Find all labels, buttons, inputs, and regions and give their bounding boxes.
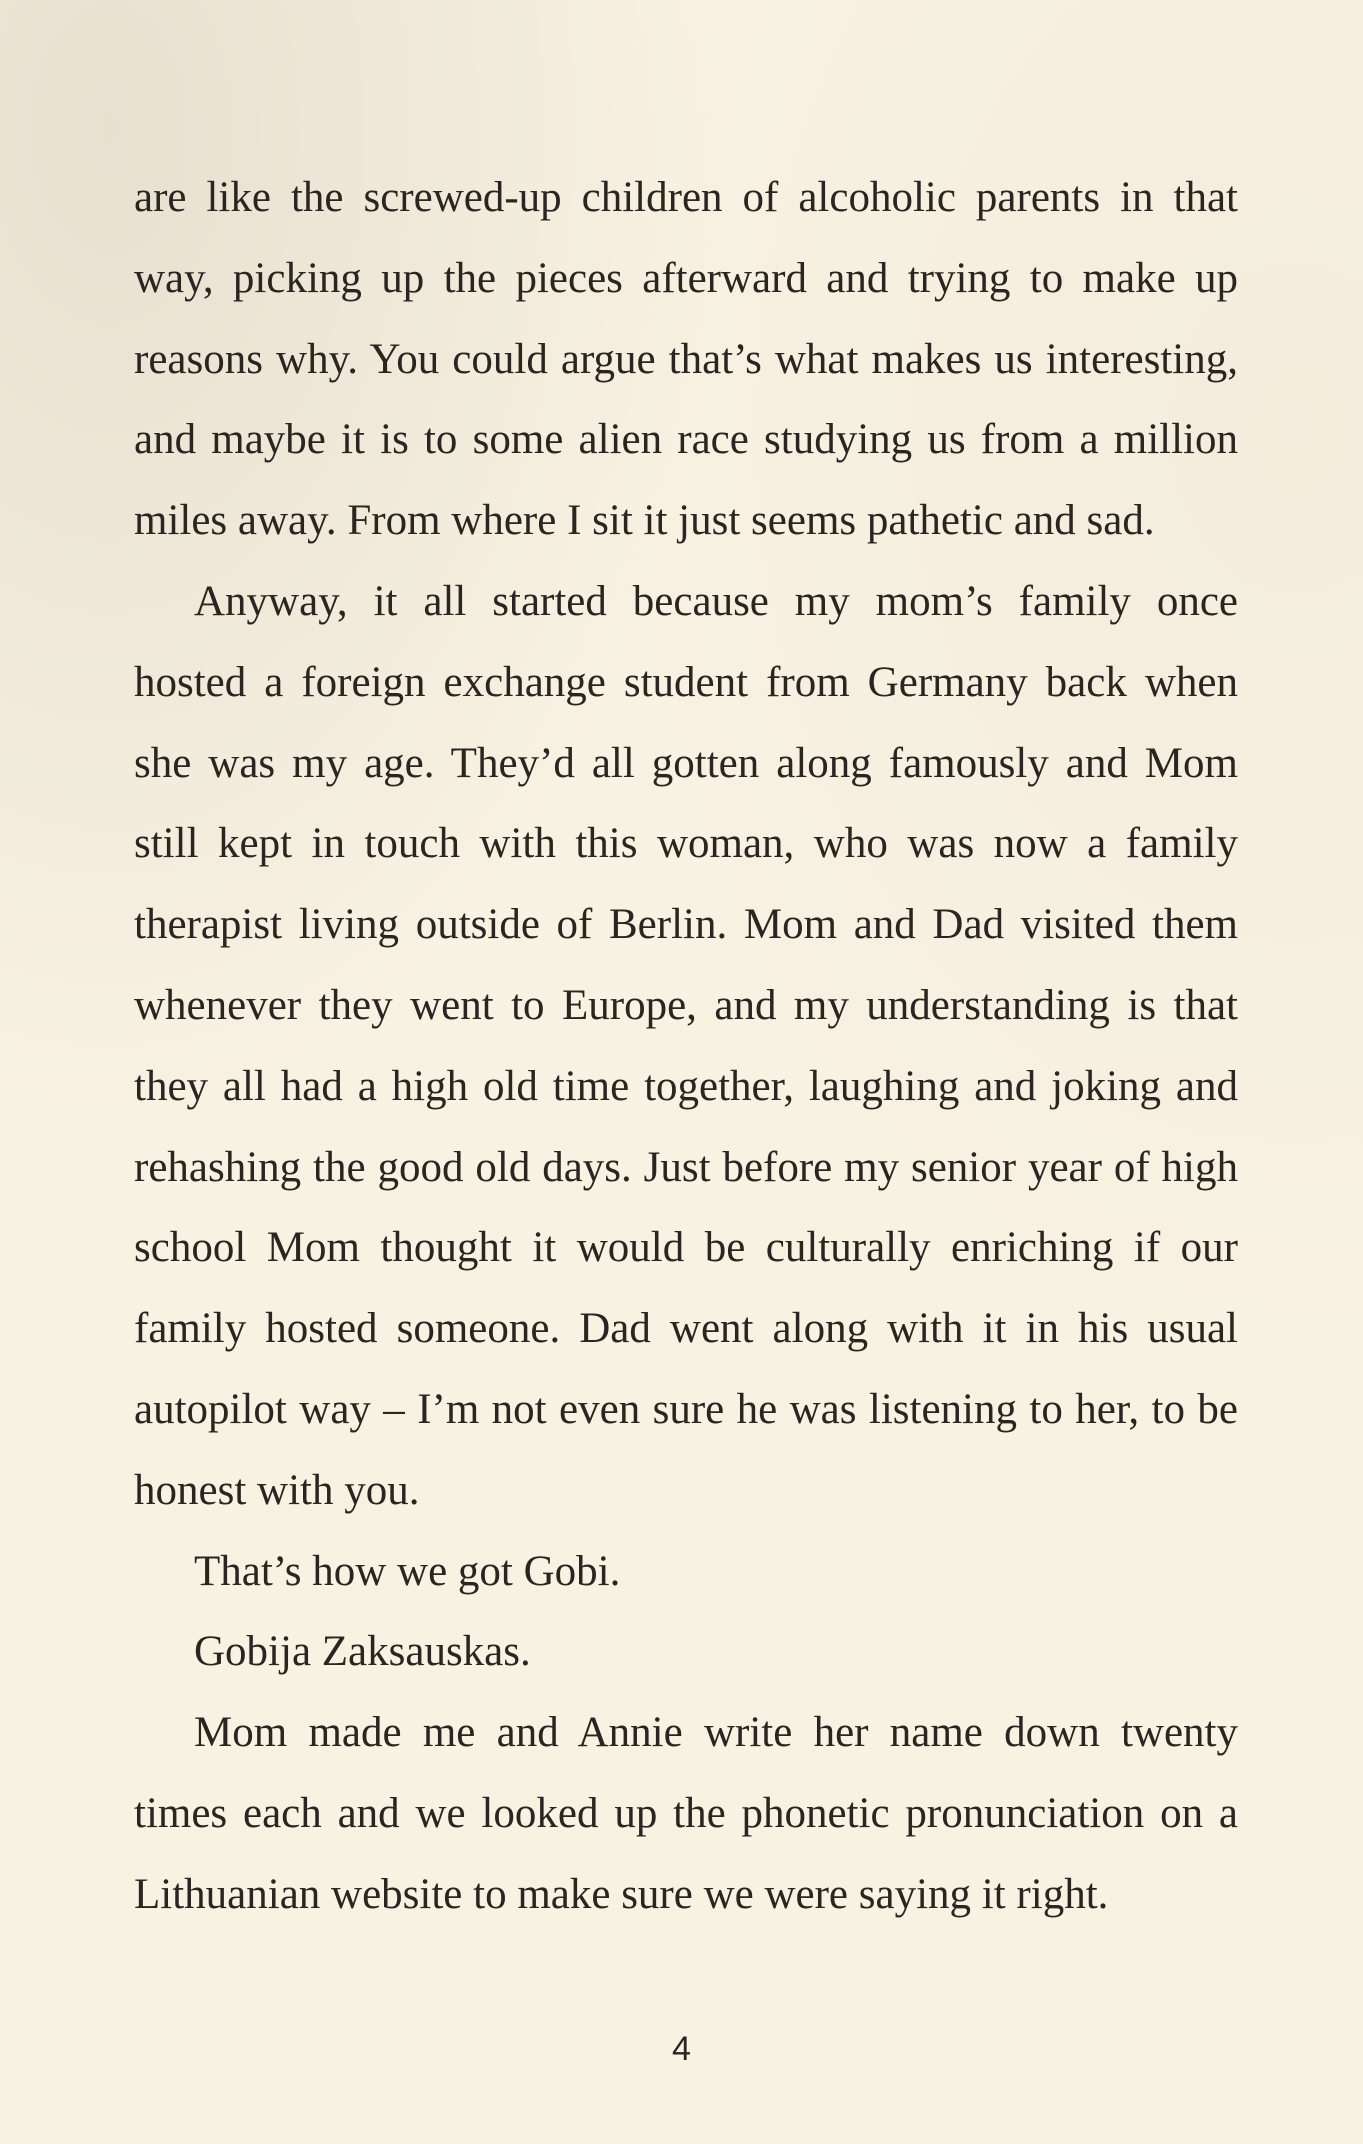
page-number: 4 <box>672 2030 691 2068</box>
paragraph-continued: are like the screwed-up children of alcoholic parents in that way, picking up the pieces afterward and trying to make up reasons why. You could argue that’s what makes us interesting, and maybe it is to some alien race studying us from a million miles away. From where I sit it just seems pathetic and sad. <box>134 174 1238 545</box>
paragraph-gobi: That’s how we got Gobi. <box>194 1547 621 1595</box>
paragraph-pronunciation: Mom made me and Annie write her name down twenty times each and we looked up the phonetic pronunciation on a Lithuanian website to make sure we were saying it right. <box>134 1709 1238 1918</box>
body-text <box>134 158 1238 1936</box>
paragraph-full-name: Gobija Zaksauskas. <box>194 1628 531 1676</box>
paragraph-anyway: Anyway, it all started because my mom’s family once hosted a foreign exchange student from Germany back when she was my age. They’d all gotten along famously and Mom still kept in touch with this woman, who was now a family therapist living outside of Berlin. Mom and Dad visited them whenever they went to Europe, and my understanding is that they all had a high old time together, laughing and joking and rehashing the good old days. Just before my senior year of high school Mom thought it would be culturally enriching if our family hosted someone. Dad went along with it in his usual autopilot way – I’m not even sure he was listening to her, to be honest with you. <box>134 577 1238 1514</box>
